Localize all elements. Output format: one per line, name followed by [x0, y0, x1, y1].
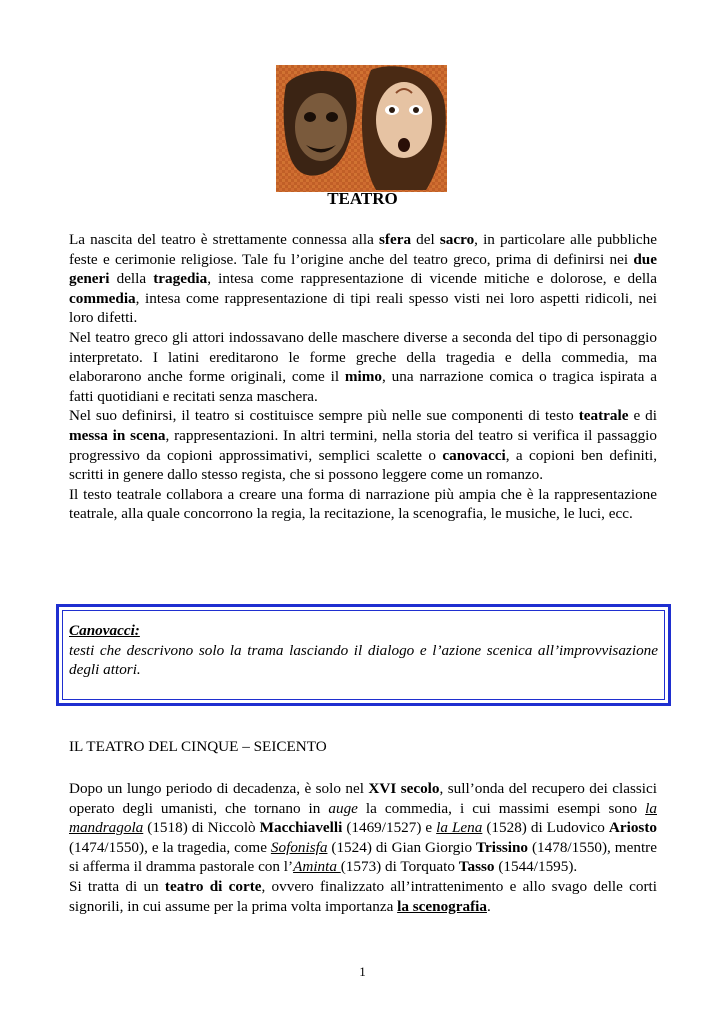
paragraph-masks: Nel teatro greco gli attori indossavano delle maschere diverse a seconda del tipo di personaggio interpretato. I latini ereditarono le forme greche della tragedia e della commedia, ma elaborarono anche forme originali, come il mimo, una narrazione comica o tragica ispirata a fatti quotidiani e recitati senza maschera. [69, 328, 657, 405]
section-text [69, 779, 657, 916]
paragraph-definition: Nel suo definirsi, il teatro si costituisce sempre più nelle sue componenti di testo teatrale e di messa in scena, rappresentazioni. In altri termini, nella storia del teatro si verifica il passaggio progressivo da copioni approssimativi, semplici scalette o canovacci, a copioni ben definiti, scritti in genere dallo stesso regista, che si possono leggere come un romanzo. [69, 407, 657, 484]
page-number: 1 [359, 964, 366, 979]
paragraph-cinquecento: Dopo un lungo periodo di decadenza, è solo nel XVI secolo, sull’onda del recupero dei classici operato degli umanisti, che tornano in auge la commedia, i cui massimi esempi sono la mandragola (1518) di Niccolò Macchiavelli (1469/1527) e la Lena (1528) di Ludovico Ariosto (1474/1550), e la tragedia, come Sofonisfa (1524) di Gian Giorgio Trissino (1478/1550), mentre si afferma il dramma pastorale con l’Aminta (1573) di Torquato Tasso (1544/1595). [69, 780, 657, 876]
intro-text [69, 230, 657, 524]
definition-term: Canovacci: [69, 622, 140, 639]
definition-body: testi che descrivono solo la trama lasciando il dialogo e l’azione scenica all’improvvisazione degli attori. [69, 641, 658, 679]
section-title: IL TEATRO DEL CINQUE – SEICENTO [69, 738, 327, 755]
definition-box [56, 604, 671, 706]
theatre-masks-mosaic-image [276, 65, 447, 192]
page-title: TEATRO [327, 189, 398, 208]
definition-text [69, 621, 658, 680]
paragraph-origins: La nascita del teatro è strettamente connessa alla sfera del sacro, in particolare alle pubbliche feste e cerimonie religiose. Tale fu l’origine anche del teatro greco, prima di definirsi nei due generi della tragedia, intesa come rappresentazione di vicende mitiche e dolorose, e della commedia, intesa come rappresentazione di tipi reali spesso visti nei loro aspetti ridicoli, nei loro difetti. [69, 231, 658, 327]
paragraph-court-theatre: Si tratta di un teatro di corte, ovvero finalizzato all’intrattenimento e allo svago delle corti signorili, in cui assume per la prima volta importanza la scenografia. [69, 877, 657, 915]
paragraph-narrative: Il testo teatrale collabora a creare una forma di narrazione più ampia che è la rappresentazione teatrale, alla quale concorrono la regia, la recitazione, la scenografia, le musiche, le luci, ecc. [69, 485, 657, 523]
